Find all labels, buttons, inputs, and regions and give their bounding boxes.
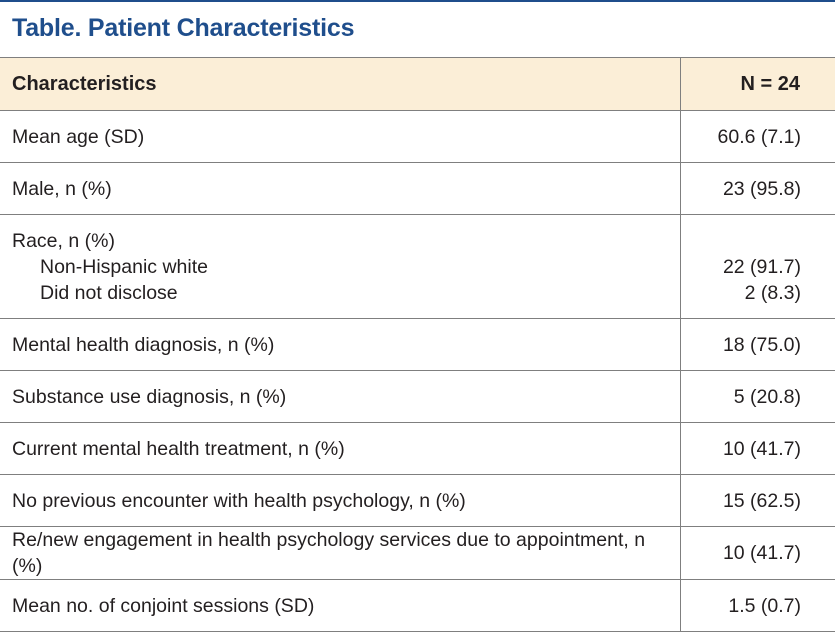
table-row — [0, 423, 835, 475]
table-row — [0, 111, 835, 163]
row-value-mental-health-diagnosis: 18 (75.0) — [680, 319, 835, 371]
top-rule — [0, 0, 835, 2]
row-value-no-previous-encounter: 15 (62.5) — [680, 475, 835, 527]
race-item-value-non-hispanic-white: 22 (91.7) — [722, 255, 801, 278]
row-label-mental-health-diagnosis: Mental health diagnosis, n (%) — [0, 319, 680, 371]
row-value-male: 23 (95.8) — [680, 163, 835, 215]
row-label-mean-age: Mean age (SD) — [0, 111, 680, 163]
row-label-renew-engagement: Re/new engagement in health psychology services due to appointment, n (%) — [0, 527, 680, 580]
header-n: N = 24 — [680, 58, 835, 111]
table-container — [0, 57, 835, 632]
row-value-race-group — [680, 215, 835, 319]
table-row — [0, 527, 835, 580]
table-row — [0, 163, 835, 215]
row-label-race-group — [0, 215, 680, 319]
table-row — [0, 475, 835, 527]
row-value-renew-engagement: 10 (41.7) — [680, 527, 835, 580]
row-label-male: Male, n (%) — [0, 163, 680, 215]
race-heading: Race, n (%) — [12, 229, 115, 252]
row-label-conjoint-sessions: Mean no. of conjoint sessions (SD) — [0, 580, 680, 632]
table-row — [0, 580, 835, 632]
row-value-mean-age: 60.6 (7.1) — [680, 111, 835, 163]
patient-characteristics-table — [0, 58, 835, 632]
row-value-substance-use-diagnosis: 5 (20.8) — [680, 371, 835, 423]
race-item-label-non-hispanic-white: Non-Hispanic white — [40, 255, 208, 278]
row-value-current-treatment: 10 (41.7) — [680, 423, 835, 475]
row-label-substance-use-diagnosis: Substance use diagnosis, n (%) — [0, 371, 680, 423]
row-label-current-treatment: Current mental health treatment, n (%) — [0, 423, 680, 475]
header-characteristics: Characteristics — [0, 58, 680, 111]
row-label-no-previous-encounter: No previous encounter with health psychology, n (%) — [0, 475, 680, 527]
table-header-row — [0, 58, 835, 111]
row-value-conjoint-sessions: 1.5 (0.7) — [680, 580, 835, 632]
table-row — [0, 319, 835, 371]
table-title: Table. Patient Characteristics — [12, 14, 355, 42]
table-row-race — [0, 215, 835, 319]
race-item-label-did-not-disclose: Did not disclose — [40, 281, 178, 304]
table-row — [0, 371, 835, 423]
race-item-value-did-not-disclose: 2 (8.3) — [744, 281, 801, 304]
race-heading-spacer — [681, 228, 802, 254]
